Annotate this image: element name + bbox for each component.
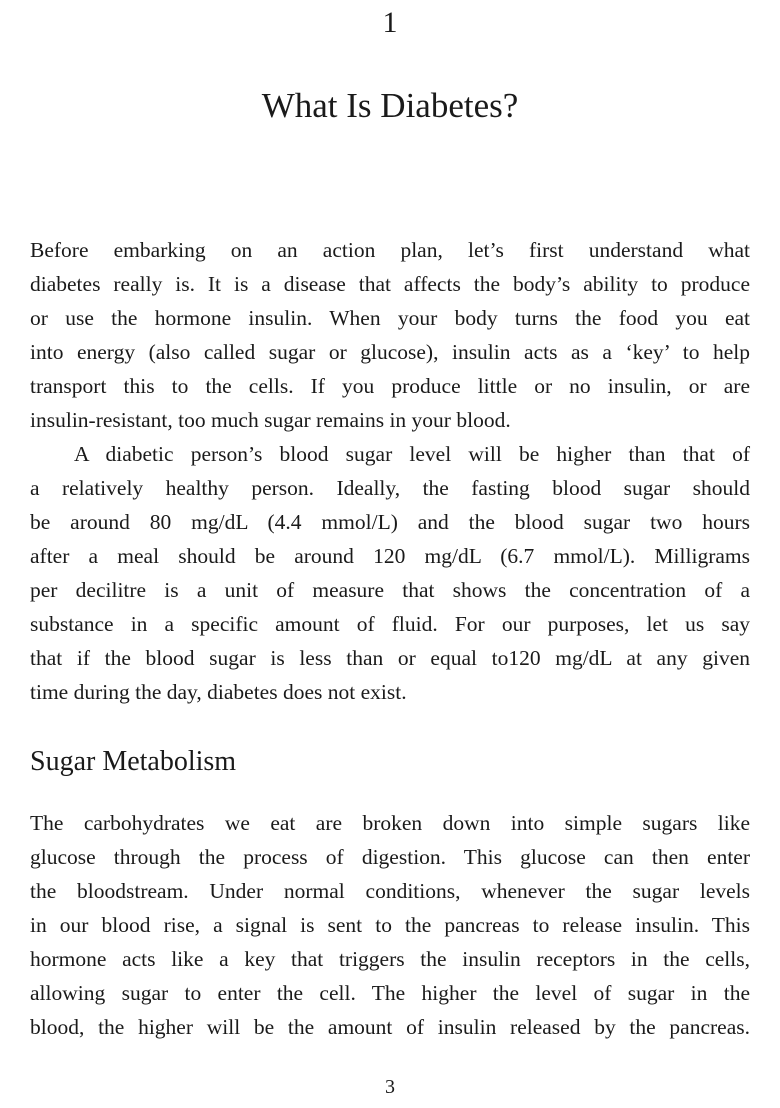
text-line: allowing sugar to enter the cell. The higher the level of sugar in the bbox=[30, 981, 750, 1005]
text-line: substance in a specific amount of fluid. For our purposes, let us say bbox=[30, 612, 750, 636]
text-line: or use the hormone insulin. When your body turns the food you eat bbox=[30, 306, 750, 330]
text-line: time during the day, diabetes does not exist. bbox=[30, 680, 407, 704]
text-line: The carbohydrates we eat are broken down into simple sugars like bbox=[30, 811, 750, 835]
paragraph-sugar-metabolism bbox=[30, 806, 750, 1044]
text-line: in our blood rise, a signal is sent to the pancreas to release insulin. This bbox=[30, 913, 750, 937]
text-line: insulin-resistant, too much sugar remains in your blood. bbox=[30, 408, 511, 432]
text-line: glucose through the process of digestion. This glucose can then enter bbox=[30, 845, 750, 869]
text-line: the bloodstream. Under normal conditions, whenever the sugar levels bbox=[30, 879, 750, 903]
text-line: be around 80 mg/dL (4.4 mmol/L) and the blood sugar two hours bbox=[30, 510, 750, 534]
chapter-number: 1 bbox=[382, 6, 398, 39]
paragraph-intro bbox=[30, 233, 750, 709]
text-line: into energy (also called sugar or glucose), insulin acts as a ‘key’ to help bbox=[30, 340, 750, 364]
section-heading: Sugar Metabolism bbox=[30, 746, 237, 777]
text-line: a relatively healthy person. Ideally, the fasting blood sugar should bbox=[30, 476, 750, 500]
text-line: after a meal should be around 120 mg/dL (6.7 mmol/L). Milligrams bbox=[30, 544, 750, 568]
text-line: A diabetic person’s blood sugar level will be higher than that of bbox=[74, 442, 750, 466]
text-line: hormone acts like a key that triggers the insulin receptors in the cells, bbox=[30, 947, 750, 971]
text-line: transport this to the cells. If you produce little or no insulin, or are bbox=[30, 374, 750, 398]
text-line: diabetes really is. It is a disease that affects the body’s ability to produce bbox=[30, 272, 750, 296]
text-line: blood, the higher will be the amount of insulin released by the pancreas. bbox=[30, 1015, 750, 1039]
chapter-title: What Is Diabetes? bbox=[261, 86, 519, 125]
text-line: per decilitre is a unit of measure that shows the concentration of a bbox=[30, 578, 750, 602]
text-line: that if the blood sugar is less than or equal to120 mg/dL at any given bbox=[30, 646, 750, 670]
text-line: Before embarking on an action plan, let’s first understand what bbox=[30, 238, 750, 262]
page-number: 3 bbox=[385, 1076, 395, 1098]
